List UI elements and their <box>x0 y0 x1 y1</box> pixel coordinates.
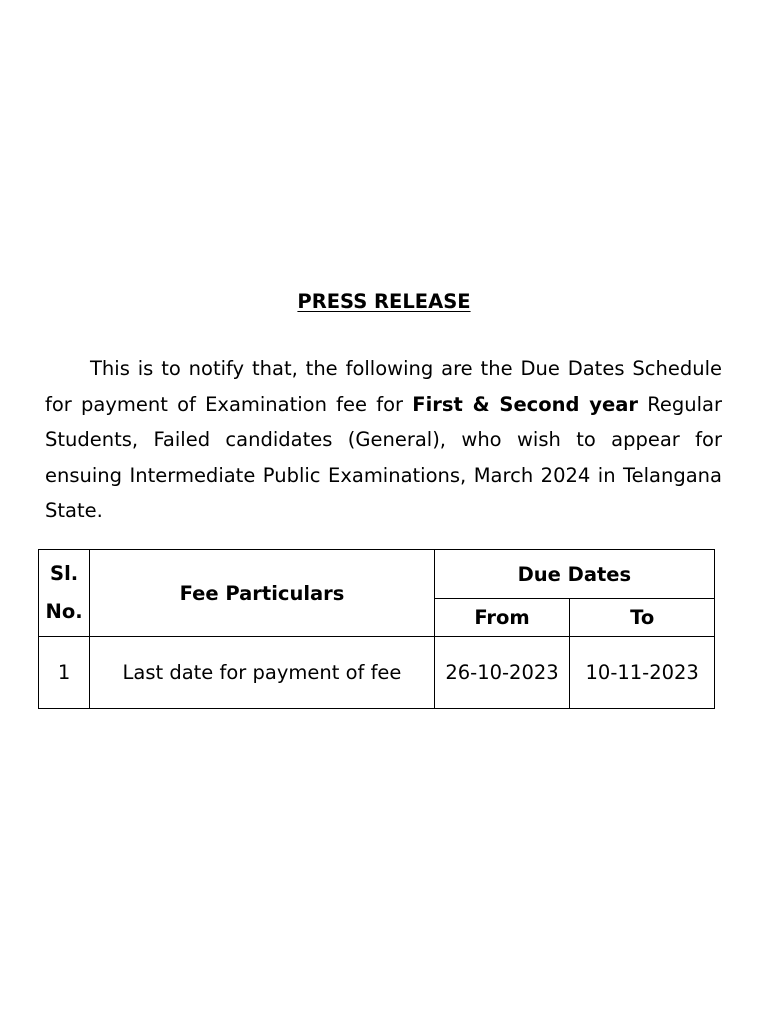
notice-paragraph <box>45 351 722 529</box>
due-dates-header: Due Dates <box>434 550 714 599</box>
row-to-cell: 10-11-2023 <box>570 637 715 709</box>
due-dates-table <box>38 549 715 709</box>
fee-particulars-header: Fee Particulars <box>90 550 435 637</box>
sl-header-line1: Sl. <box>50 562 79 585</box>
notice-text-part1: This is to notify that, the following are the Due Dates Schedule for payment of Examination fee for <box>45 357 722 416</box>
table-row <box>39 637 715 709</box>
to-header: To <box>570 599 715 637</box>
sl-header-line2: No. <box>45 600 83 623</box>
from-header: From <box>434 599 570 637</box>
table-header-row <box>39 550 715 599</box>
row-particulars-cell: Last date for payment of fee <box>90 637 435 709</box>
row-sl-cell: 1 <box>39 637 90 709</box>
row-from-cell: 26-10-2023 <box>434 637 570 709</box>
sl-no-header <box>39 550 90 637</box>
notice-bold-text: First & Second year <box>412 392 638 416</box>
notice-text-part2: Regular Students, Failed candidates (General), who wish to appear for ensuing Intermediate Public Examinations, March 2024 in Telangana State. <box>45 392 722 522</box>
page-title: PRESS RELEASE <box>297 290 471 313</box>
